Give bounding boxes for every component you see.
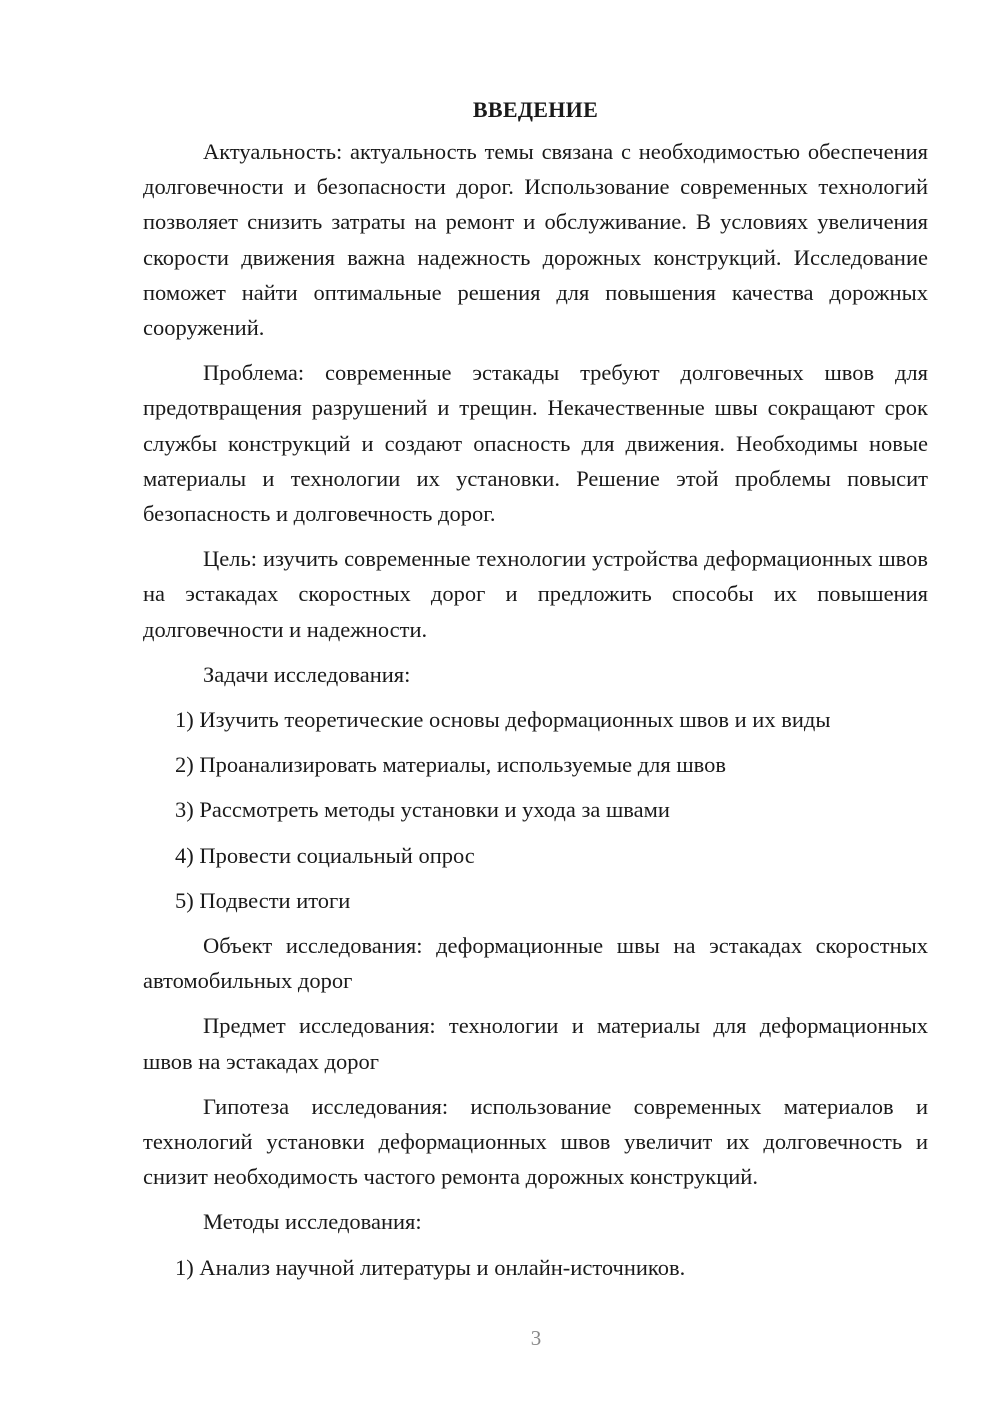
hypothesis-paragraph: Гипотеза исследования: использование современных материалов и технологий установки деформационных швов увеличит их долговечность и снизит необходимость частого ремонта дорожных конструкций. xyxy=(143,1093,928,1190)
list-item: 3) Рассмотреть методы установки и ухода за швами xyxy=(175,797,670,823)
section-heading: ВВЕДЕНИЕ xyxy=(472,97,599,122)
subject-paragraph: Предмет исследования: технологии и материалы для деформационных швов на эстакадах дорог xyxy=(143,1013,928,1074)
list-item: 1) Анализ научной литературы и онлайн-источников. xyxy=(175,1254,686,1280)
goal-paragraph: Цель: изучить современные технологии устройства деформационных швов на эстакадах скоростных дорог и предложить способы их повышения долговечности и надежности. xyxy=(143,546,928,642)
methods-list xyxy=(143,1250,928,1285)
tasks-label: Задачи исследования: xyxy=(203,661,411,687)
object-paragraph: Объект исследования: деформационные швы на эстакадах скоростных автомобильных дорог xyxy=(143,933,928,994)
methods-label: Методы исследования: xyxy=(203,1209,422,1235)
list-item: 5) Подвести итоги xyxy=(175,887,351,913)
tasks-list xyxy=(143,702,928,918)
relevance-paragraph: Актуальность: актуальность темы связана с необходимостью обеспечения долговечности и безопасности дорог. Использование современных технологий позволяет снизить затраты на ремонт и обслуживание. В условиях увеличения скорости движения важна надежность дорожных конструкций. Исследование поможет найти оптимальные решения для повышения качества дорожных сооружений. xyxy=(143,139,928,341)
list-item: 2) Проанализировать материалы, используемые для швов xyxy=(175,752,727,778)
list-item: 4) Провести социальный опрос xyxy=(175,842,475,868)
problem-paragraph: Проблема: современные эстакады требуют долговечных швов для предотвращения разрушений и трещин. Некачественные швы сокращают срок службы конструкций и создают опасность для движения. Необходимы новые материалы и технологии их установки. Решение этой проблемы повысит безопасность и долговечность дорог. xyxy=(143,360,928,527)
document-page xyxy=(143,92,928,1295)
page-number: 3 xyxy=(530,1326,542,1350)
list-item: 1) Изучить теоретические основы деформационных швов и их виды xyxy=(175,707,831,733)
